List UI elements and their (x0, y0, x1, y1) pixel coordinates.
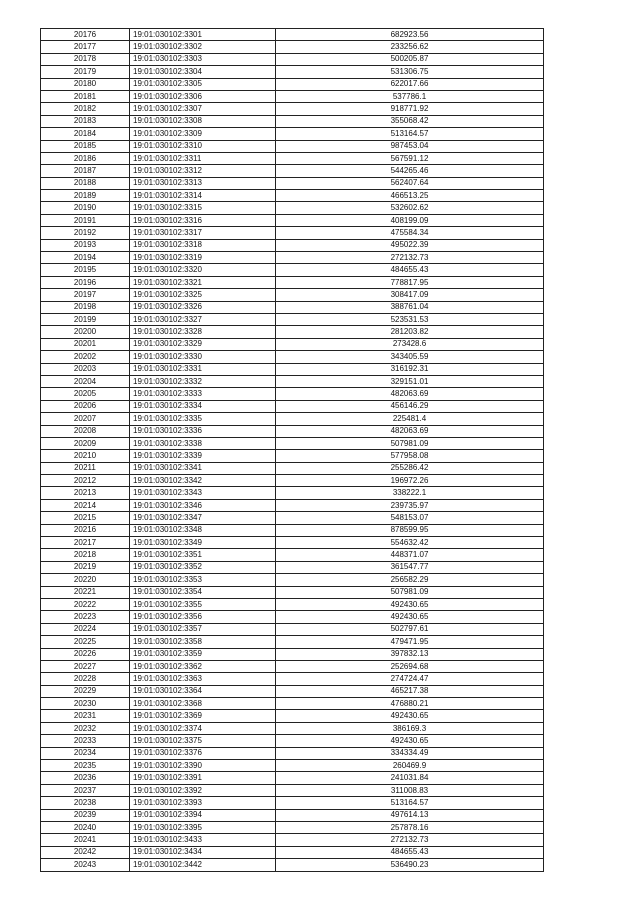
cadastral-number-cell: 19:01:030102:3359 (130, 648, 276, 660)
cadastral-number-cell: 19:01:030102:3376 (130, 747, 276, 759)
value-cell: 532602.62 (276, 202, 544, 214)
value-cell: 523531.53 (276, 313, 544, 325)
table-row (41, 537, 544, 549)
row-number-cell: 20210 (41, 450, 130, 462)
table-row (41, 561, 544, 573)
row-number-cell: 20216 (41, 524, 130, 536)
row-number-cell: 20213 (41, 487, 130, 499)
cadastral-number-cell: 19:01:030102:3339 (130, 450, 276, 462)
table-row (41, 846, 544, 858)
row-number-cell: 20214 (41, 499, 130, 511)
cadastral-number-cell: 19:01:030102:3329 (130, 338, 276, 350)
row-number-cell: 20209 (41, 437, 130, 449)
value-cell: 484655.43 (276, 846, 544, 858)
row-number-cell: 20187 (41, 165, 130, 177)
row-number-cell: 20220 (41, 574, 130, 586)
value-cell: 778817.95 (276, 276, 544, 288)
value-cell: 475584.34 (276, 227, 544, 239)
value-cell: 260469.9 (276, 760, 544, 772)
row-number-cell: 20184 (41, 128, 130, 140)
cadastral-number-cell: 19:01:030102:3335 (130, 413, 276, 425)
table-row (41, 239, 544, 251)
table-row (41, 326, 544, 338)
table-row (41, 760, 544, 772)
row-number-cell: 20238 (41, 797, 130, 809)
row-number-cell: 20234 (41, 747, 130, 759)
table-row (41, 375, 544, 387)
row-number-cell: 20225 (41, 636, 130, 648)
table-row (41, 735, 544, 747)
table-row (41, 165, 544, 177)
value-cell: 355068.42 (276, 115, 544, 127)
row-number-cell: 20223 (41, 611, 130, 623)
value-cell: 274724.47 (276, 673, 544, 685)
row-number-cell: 20235 (41, 760, 130, 772)
cadastral-number-cell: 19:01:030102:3308 (130, 115, 276, 127)
cadastral-number-cell: 19:01:030102:3336 (130, 425, 276, 437)
value-cell: 334334.49 (276, 747, 544, 759)
table-row (41, 363, 544, 375)
value-cell: 502797.61 (276, 623, 544, 635)
table-row (41, 772, 544, 784)
row-number-cell: 20229 (41, 685, 130, 697)
cadastral-number-cell: 19:01:030102:3303 (130, 53, 276, 65)
cadastral-number-cell: 19:01:030102:3393 (130, 797, 276, 809)
table-row (41, 499, 544, 511)
row-number-cell: 20189 (41, 190, 130, 202)
value-cell: 554632.42 (276, 537, 544, 549)
table-row (41, 413, 544, 425)
row-number-cell: 20241 (41, 834, 130, 846)
value-cell: 492430.65 (276, 598, 544, 610)
cadastral-number-cell: 19:01:030102:3363 (130, 673, 276, 685)
cadastral-number-cell: 19:01:030102:3332 (130, 375, 276, 387)
table-row (41, 338, 544, 350)
cadastral-number-cell: 19:01:030102:3319 (130, 252, 276, 264)
value-cell: 256582.29 (276, 574, 544, 586)
row-number-cell: 20179 (41, 66, 130, 78)
value-cell: 311008.83 (276, 784, 544, 796)
row-number-cell: 20186 (41, 152, 130, 164)
table-row (41, 190, 544, 202)
cadastral-number-cell: 19:01:030102:3375 (130, 735, 276, 747)
value-cell: 225481.4 (276, 413, 544, 425)
row-number-cell: 20207 (41, 413, 130, 425)
value-cell: 492430.65 (276, 710, 544, 722)
table-row (41, 388, 544, 400)
table-row (41, 747, 544, 759)
cadastral-number-cell: 19:01:030102:3334 (130, 400, 276, 412)
value-cell: 456146.29 (276, 400, 544, 412)
table-row (41, 784, 544, 796)
cadastral-number-cell: 19:01:030102:3434 (130, 846, 276, 858)
table-row (41, 722, 544, 734)
table-row (41, 450, 544, 462)
table-row (41, 29, 544, 41)
row-number-cell: 20203 (41, 363, 130, 375)
table-row (41, 152, 544, 164)
cadastral-number-cell: 19:01:030102:3364 (130, 685, 276, 697)
table-row (41, 586, 544, 598)
value-cell: 500205.87 (276, 53, 544, 65)
cadastral-number-cell: 19:01:030102:3320 (130, 264, 276, 276)
table-body (41, 29, 544, 872)
row-number-cell: 20232 (41, 722, 130, 734)
row-number-cell: 20242 (41, 846, 130, 858)
value-cell: 479471.95 (276, 636, 544, 648)
row-number-cell: 20176 (41, 29, 130, 41)
table-row (41, 636, 544, 648)
table-row (41, 673, 544, 685)
cadastral-number-cell: 19:01:030102:3316 (130, 214, 276, 226)
cadastral-number-cell: 19:01:030102:3314 (130, 190, 276, 202)
row-number-cell: 20181 (41, 90, 130, 102)
value-cell: 241031.84 (276, 772, 544, 784)
cadastral-number-cell: 19:01:030102:3349 (130, 537, 276, 549)
cadastral-number-cell: 19:01:030102:3369 (130, 710, 276, 722)
table-row (41, 425, 544, 437)
cadastral-number-cell: 19:01:030102:3346 (130, 499, 276, 511)
table-row (41, 264, 544, 276)
cadastral-number-cell: 19:01:030102:3305 (130, 78, 276, 90)
cadastral-number-cell: 19:01:030102:3304 (130, 66, 276, 78)
value-cell: 482063.69 (276, 425, 544, 437)
value-cell: 386169.3 (276, 722, 544, 734)
cadastral-number-cell: 19:01:030102:3311 (130, 152, 276, 164)
row-number-cell: 20200 (41, 326, 130, 338)
row-number-cell: 20217 (41, 537, 130, 549)
table-row (41, 301, 544, 313)
value-cell: 482063.69 (276, 388, 544, 400)
row-number-cell: 20231 (41, 710, 130, 722)
value-cell: 308417.09 (276, 289, 544, 301)
table-row (41, 252, 544, 264)
row-number-cell: 20196 (41, 276, 130, 288)
cadastral-number-cell: 19:01:030102:3347 (130, 512, 276, 524)
value-cell: 507981.09 (276, 437, 544, 449)
cadastral-number-cell: 19:01:030102:3326 (130, 301, 276, 313)
row-number-cell: 20206 (41, 400, 130, 412)
value-cell: 466513.25 (276, 190, 544, 202)
value-cell: 257878.16 (276, 822, 544, 834)
cadastral-number-cell: 19:01:030102:3357 (130, 623, 276, 635)
row-number-cell: 20228 (41, 673, 130, 685)
value-cell: 252694.68 (276, 660, 544, 672)
row-number-cell: 20211 (41, 462, 130, 474)
row-number-cell: 20226 (41, 648, 130, 660)
value-cell: 918771.92 (276, 103, 544, 115)
cadastral-number-cell: 19:01:030102:3331 (130, 363, 276, 375)
row-number-cell: 20227 (41, 660, 130, 672)
cadastral-number-cell: 19:01:030102:3321 (130, 276, 276, 288)
value-cell: 878599.95 (276, 524, 544, 536)
row-number-cell: 20233 (41, 735, 130, 747)
table-row (41, 400, 544, 412)
row-number-cell: 20237 (41, 784, 130, 796)
table-row (41, 660, 544, 672)
value-cell: 448371.07 (276, 549, 544, 561)
cadastral-number-cell: 19:01:030102:3312 (130, 165, 276, 177)
table-row (41, 202, 544, 214)
value-cell: 507981.09 (276, 586, 544, 598)
table-row (41, 685, 544, 697)
value-cell: 465217.38 (276, 685, 544, 697)
row-number-cell: 20221 (41, 586, 130, 598)
cadastral-number-cell: 19:01:030102:3301 (130, 29, 276, 41)
cadastral-number-cell: 19:01:030102:3356 (130, 611, 276, 623)
cadastral-number-cell: 19:01:030102:3338 (130, 437, 276, 449)
value-cell: 567591.12 (276, 152, 544, 164)
row-number-cell: 20182 (41, 103, 130, 115)
row-number-cell: 20202 (41, 351, 130, 363)
value-cell: 329151.01 (276, 375, 544, 387)
row-number-cell: 20243 (41, 859, 130, 871)
row-number-cell: 20191 (41, 214, 130, 226)
cadastral-number-cell: 19:01:030102:3354 (130, 586, 276, 598)
table-row (41, 313, 544, 325)
cadastral-number-cell: 19:01:030102:3348 (130, 524, 276, 536)
cadastral-value-table (40, 28, 544, 872)
table-row (41, 487, 544, 499)
value-cell: 338222.1 (276, 487, 544, 499)
cadastral-number-cell: 19:01:030102:3313 (130, 177, 276, 189)
value-cell: 492430.65 (276, 611, 544, 623)
value-cell: 233256.62 (276, 41, 544, 53)
cadastral-number-cell: 19:01:030102:3395 (130, 822, 276, 834)
table-row (41, 475, 544, 487)
table-row (41, 822, 544, 834)
cadastral-number-cell: 19:01:030102:3442 (130, 859, 276, 871)
table-row (41, 53, 544, 65)
table-row (41, 115, 544, 127)
cadastral-number-cell: 19:01:030102:3306 (130, 90, 276, 102)
table-row (41, 512, 544, 524)
row-number-cell: 20188 (41, 177, 130, 189)
table-row (41, 598, 544, 610)
table-row (41, 611, 544, 623)
row-number-cell: 20224 (41, 623, 130, 635)
value-cell: 361547.77 (276, 561, 544, 573)
table-row (41, 41, 544, 53)
table-row (41, 66, 544, 78)
row-number-cell: 20240 (41, 822, 130, 834)
table-row (41, 623, 544, 635)
table-row (41, 289, 544, 301)
cadastral-number-cell: 19:01:030102:3310 (130, 140, 276, 152)
table-row (41, 797, 544, 809)
cadastral-number-cell: 19:01:030102:3433 (130, 834, 276, 846)
value-cell: 622017.66 (276, 78, 544, 90)
row-number-cell: 20195 (41, 264, 130, 276)
table-row (41, 549, 544, 561)
row-number-cell: 20190 (41, 202, 130, 214)
row-number-cell: 20236 (41, 772, 130, 784)
row-number-cell: 20218 (41, 549, 130, 561)
value-cell: 316192.31 (276, 363, 544, 375)
cadastral-number-cell: 19:01:030102:3390 (130, 760, 276, 772)
cadastral-number-cell: 19:01:030102:3341 (130, 462, 276, 474)
value-cell: 513164.57 (276, 797, 544, 809)
value-cell: 408199.09 (276, 214, 544, 226)
row-number-cell: 20230 (41, 698, 130, 710)
cadastral-number-cell: 19:01:030102:3358 (130, 636, 276, 648)
cadastral-number-cell: 19:01:030102:3343 (130, 487, 276, 499)
row-number-cell: 20199 (41, 313, 130, 325)
value-cell: 548153.07 (276, 512, 544, 524)
table-row (41, 437, 544, 449)
cadastral-number-cell: 19:01:030102:3317 (130, 227, 276, 239)
cadastral-number-cell: 19:01:030102:3374 (130, 722, 276, 734)
table-row (41, 90, 544, 102)
cadastral-number-cell: 19:01:030102:3351 (130, 549, 276, 561)
cadastral-number-cell: 19:01:030102:3352 (130, 561, 276, 573)
cadastral-number-cell: 19:01:030102:3391 (130, 772, 276, 784)
row-number-cell: 20198 (41, 301, 130, 313)
cadastral-number-cell: 19:01:030102:3315 (130, 202, 276, 214)
value-cell: 682923.56 (276, 29, 544, 41)
value-cell: 987453.04 (276, 140, 544, 152)
cadastral-number-cell: 19:01:030102:3355 (130, 598, 276, 610)
row-number-cell: 20185 (41, 140, 130, 152)
value-cell: 531306.75 (276, 66, 544, 78)
table-row (41, 574, 544, 586)
row-number-cell: 20205 (41, 388, 130, 400)
cadastral-number-cell: 19:01:030102:3328 (130, 326, 276, 338)
row-number-cell: 20239 (41, 809, 130, 821)
row-number-cell: 20177 (41, 41, 130, 53)
value-cell: 476880.21 (276, 698, 544, 710)
row-number-cell: 20222 (41, 598, 130, 610)
table-row (41, 524, 544, 536)
value-cell: 562407.64 (276, 177, 544, 189)
cadastral-number-cell: 19:01:030102:3333 (130, 388, 276, 400)
cadastral-number-cell: 19:01:030102:3330 (130, 351, 276, 363)
value-cell: 343405.59 (276, 351, 544, 363)
cadastral-number-cell: 19:01:030102:3362 (130, 660, 276, 672)
row-number-cell: 20219 (41, 561, 130, 573)
value-cell: 272132.73 (276, 834, 544, 846)
table-row (41, 78, 544, 90)
cadastral-number-cell: 19:01:030102:3353 (130, 574, 276, 586)
row-number-cell: 20178 (41, 53, 130, 65)
value-cell: 239735.97 (276, 499, 544, 511)
cadastral-number-cell: 19:01:030102:3368 (130, 698, 276, 710)
table-row (41, 214, 544, 226)
cadastral-number-cell: 19:01:030102:3318 (130, 239, 276, 251)
value-cell: 513164.57 (276, 128, 544, 140)
cadastral-number-cell: 19:01:030102:3307 (130, 103, 276, 115)
table-row (41, 698, 544, 710)
table-row (41, 834, 544, 846)
row-number-cell: 20194 (41, 252, 130, 264)
row-number-cell: 20192 (41, 227, 130, 239)
row-number-cell: 20215 (41, 512, 130, 524)
table-row (41, 140, 544, 152)
row-number-cell: 20204 (41, 375, 130, 387)
row-number-cell: 20197 (41, 289, 130, 301)
cadastral-number-cell: 19:01:030102:3394 (130, 809, 276, 821)
table-row (41, 809, 544, 821)
cadastral-number-cell: 19:01:030102:3309 (130, 128, 276, 140)
table-row (41, 351, 544, 363)
value-cell: 495022.39 (276, 239, 544, 251)
row-number-cell: 20193 (41, 239, 130, 251)
value-cell: 272132.73 (276, 252, 544, 264)
value-cell: 536490.23 (276, 859, 544, 871)
row-number-cell: 20201 (41, 338, 130, 350)
value-cell: 492430.65 (276, 735, 544, 747)
table-row (41, 177, 544, 189)
row-number-cell: 20183 (41, 115, 130, 127)
table-row (41, 103, 544, 115)
value-cell: 497614.13 (276, 809, 544, 821)
value-cell: 273428.6 (276, 338, 544, 350)
value-cell: 196972.26 (276, 475, 544, 487)
value-cell: 577958.08 (276, 450, 544, 462)
value-cell: 484655.43 (276, 264, 544, 276)
table-row (41, 276, 544, 288)
table-row (41, 227, 544, 239)
value-cell: 397832.13 (276, 648, 544, 660)
row-number-cell: 20180 (41, 78, 130, 90)
cadastral-number-cell: 19:01:030102:3342 (130, 475, 276, 487)
value-cell: 388761.04 (276, 301, 544, 313)
cadastral-number-cell: 19:01:030102:3327 (130, 313, 276, 325)
table-row (41, 648, 544, 660)
table-row (41, 128, 544, 140)
value-cell: 537786.1 (276, 90, 544, 102)
table-row (41, 710, 544, 722)
value-cell: 544265.46 (276, 165, 544, 177)
row-number-cell: 20212 (41, 475, 130, 487)
value-cell: 281203.82 (276, 326, 544, 338)
cadastral-number-cell: 19:01:030102:3325 (130, 289, 276, 301)
cadastral-number-cell: 19:01:030102:3392 (130, 784, 276, 796)
row-number-cell: 20208 (41, 425, 130, 437)
table-row (41, 462, 544, 474)
table-row (41, 859, 544, 871)
cadastral-number-cell: 19:01:030102:3302 (130, 41, 276, 53)
value-cell: 255286.42 (276, 462, 544, 474)
